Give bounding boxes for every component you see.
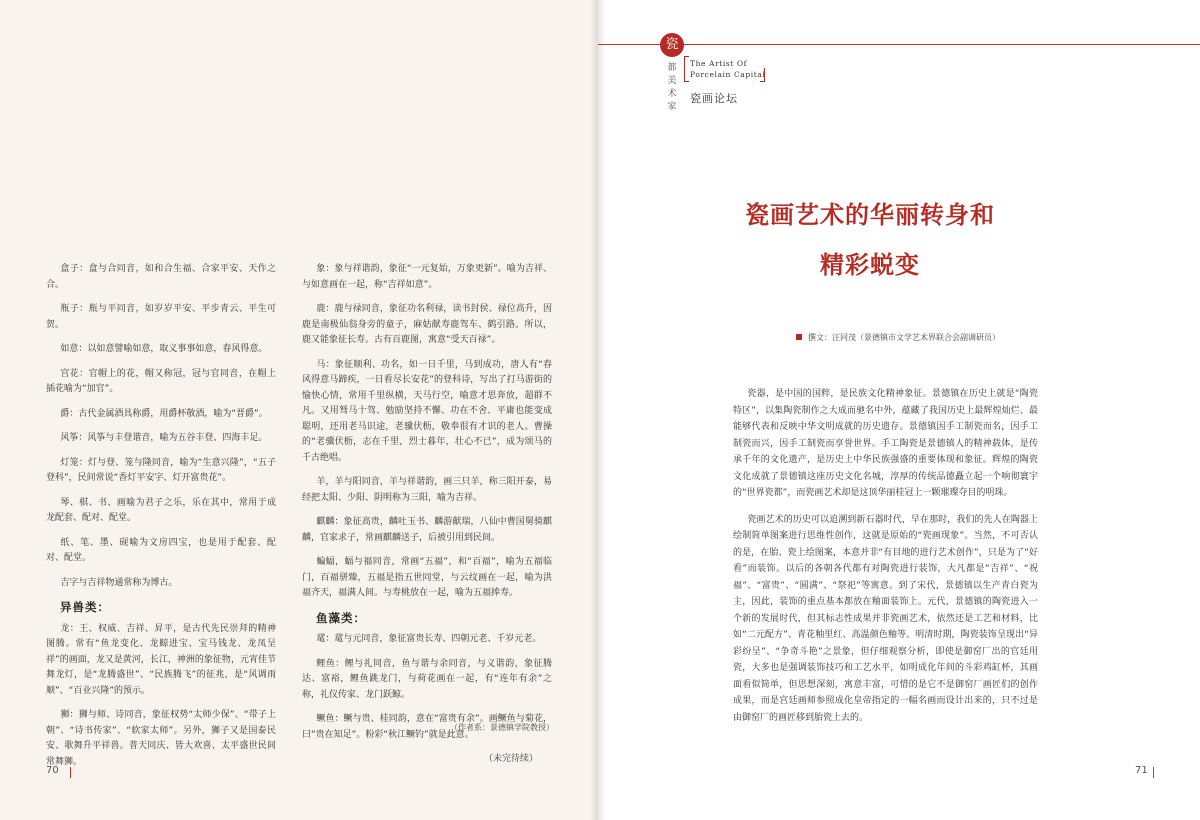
left-column-b [302, 262, 552, 768]
byline-square-icon [796, 334, 802, 340]
paragraph: 鳜鱼：鳜与贵、桂同韵，意在“富贵有余”。画鳜鱼与菊花，曰“贵在知足”。粉彩“秋江鳜钓”就是此意。 [302, 714, 552, 740]
paragraph: 吉字与吉祥物通常称为博古。 [60, 577, 178, 588]
page-number-left [46, 765, 59, 776]
section-label: 瓷画论坛 [690, 92, 738, 105]
paragraph: 宫花：官帽上的花，帽又称冠，冠与官同音，在帽上插花喻为“加官”。 [46, 368, 276, 394]
paragraph: 如意：以如意譬喻如意，取义事事如意，春风得意。 [60, 344, 268, 354]
header-rule [598, 44, 1200, 45]
byline-text: 撰文：汪同茂（景德镇市文学艺术界联合会副调研员） [808, 333, 1000, 342]
author-note: （作者系：景德镇学院教授） [450, 723, 554, 732]
english-title [690, 58, 765, 80]
paragraph: 风筝：风筝与丰登谐音，喻为五谷丰登、四海丰足。 [60, 433, 268, 443]
seal-subtitle-char: 都 [667, 63, 677, 73]
paragraph: 瓷器，是中国的国粹，是民族文化精神象征。景德镇在历史上就是“陶瓷特区”，以集陶瓷制作之大成而驰名中外，蕴藏了我国历史上最辉煌灿烂、最能够代表和反映中华文明成就的历史遗存。景德镇因手工制瓷而名，因手工制瓷而兴，因手工制瓷而享誉世界。手工陶瓷是景德镇人的精神载体，是传承千年的文化遗产，是历史上中华民族强盛的重要体现和象征。辉煌的陶瓷文化成就了景德镇这座历史文化名城，淳厚的传统品德矗立起一个响彻寰宇的“世界瓷都”，而瓷画艺术却是这顶华丽桂冠上一颗璀璨夺目的明珠。 [733, 389, 1038, 498]
english-title-line2: Porcelain Capital [690, 70, 766, 79]
header-bracket-left [684, 56, 689, 82]
paragraph: 麒麟：象征高贵，麟吐玉书、麟游献瑞，八仙中曹国舅骑麒麟，官家求子，常画麒麟送子，后被引用到民间。 [302, 517, 552, 543]
paragraph: 羊，羊与阳同音，羊与祥谐韵，画三只羊，称三阳开泰，易经把太阳、少阳、阴明称为三阳，喻为吉祥。 [302, 477, 552, 503]
paragraph: 瓷画艺术的历史可以追溯到新石器时代，早在那时，我们的先人在陶器上绘制简单图案进行思维性创作，这就是原始的“瓷画现象”。当然，不可否认的是，在胎、瓷上绘图案，本意并非“有目地的进行艺术创作”，只是为了“好看”而装饰。以后的各朝各代都有对陶瓷进行装饰，大凡都是“吉祥”、“祝福”、“富贵”、“圆满”、“祭祀”等寓意。到了宋代，景德镇以生产青白瓷为主，因此，装饰的重点基本都放在釉面装饰上。元代，景德镇的陶瓷进入一个新的发展时代，但其标志性成果并非瓷画艺术，依然还是工艺和材料，比如“二元配方”、青花釉里红、高温颜色釉等。明清时期，陶瓷装饰呈现出“异彩纷呈”、“争奇斗艳”之景象，但仔细观察分析，即使是御窑厂出的官廷用瓷，大多也是强调装饰技巧和工艺水平，如明成化年间的斗彩鸡缸杯，其画面看似简单，但思想深刻，寓意丰富，可惜的是它不是御窑厂画匠们的创作成果，而是宫廷画师参照成化皇帝指定的一幅名画而设计出来的，只不过是由御窑厂的画匠移到胎瓷上去的。 [733, 514, 1038, 723]
page-number-text: 70 [46, 765, 59, 776]
page-gutter [590, 0, 606, 820]
paragraph: 鹿：鹿与禄同音，象征功名利禄，读书封侯、禄位高升，因鹿是南极仙翁身旁的童子，麻姑献寿鹿驾车、鹤引路。所以，鹿又能象征长寿。古有百鹿图，寓意“受天百禄”。 [302, 304, 552, 345]
paragraph: 鼋：鼋与元同音，象征富贵长寿、四朝元老、千岁元老。 [316, 634, 542, 644]
byline [796, 332, 1000, 343]
english-title-line1: The Artist Of [690, 59, 748, 68]
seal-subtitle-char: 美 [667, 76, 677, 86]
header-bracket-right [760, 68, 765, 82]
left-column-a [46, 262, 276, 779]
paragraph: 鲤鱼：鲤与礼同音，鱼与谐与余同音，与义谐韵，象征腾达、富裕，鲤鱼跳龙门，与荷花画在一起，有“连年有余”之称，礼仪传家、龙门跃鲸。 [302, 658, 552, 700]
paragraph: 爵：古代金属酒具称爵，用爵杯敬酒，喻为“晋爵”。 [60, 408, 268, 419]
page-number-tick [1153, 767, 1154, 778]
seal-subtitle [662, 62, 682, 114]
section-heading: 鱼藻类： [316, 610, 366, 625]
paragraph: 狮：狮与师、诗同音，象征权势“太师少保”、“带子上朝”、“诗书传家”、“软家太师”。另外，狮子又是国泰民安、歌舞升平祥兽。普天同庆、皆大欢喜、太平盛世民间常舞狮。 [46, 710, 276, 767]
paragraph: 龙：王、权威、吉祥、昇平，是古代先民崇拜的精神图腾。常有“鱼龙变化、龙鲸进宝、宝马钱龙、龙凤呈祥”的画面，龙又是黄河，长江，神洲的象征物，元宵佳节舞龙灯，是“龙腾盛世”、“民族腾飞”的征兆，是“风调雨顺”、“百业兴隆”的预示。 [46, 623, 276, 696]
page-number-right [1135, 765, 1148, 776]
page-number-text: 71 [1135, 765, 1148, 776]
paragraph: 盒子：盒与合同音，如和合生福、合家平安、天作之合。 [46, 264, 276, 290]
paragraph: 纸、笔、墨、砚喻为文房四宝，也是用于配套、配对、配堂。 [46, 537, 276, 563]
to-be-continued: （未完待续） [483, 754, 538, 764]
seal-logo: 瓷 [660, 33, 684, 57]
left-page [0, 0, 598, 820]
article-title [700, 190, 1040, 290]
seal-subtitle-char: 家 [667, 102, 677, 112]
seal-subtitle-char: 术 [667, 89, 677, 99]
paragraph: 蝙蝠，蝠与福同音，常画“五福”，和“百福”，喻为五福临门，百福骈臻，五福是指五世同堂，与云纹画在一起，喻为洪福齐天，福满人间。与寿桃放在一起，喻为五福捧寿。 [302, 557, 552, 598]
right-column [733, 386, 1038, 736]
page-number-tick [70, 767, 71, 778]
paragraph: 瓶子：瓶与平同音，如岁岁平安、平步青云、平生可贺。 [46, 304, 276, 330]
section-heading: 异兽类： [60, 600, 110, 614]
paragraph: 琴、棋、书、画喻为君子之乐，乐在其中，常用于成龙配套、配对、配堂。 [46, 497, 276, 523]
paragraph: 灯笼：灯与登、笼与隆同音，喻为“生意兴隆”，“五子登科”，民间常说“香灯平安字、灯开富贵花”。 [46, 457, 276, 483]
paragraph: 象：象与祥谐韵，象征“一元复始，万象更新”。喻为吉祥、与如意画在一起，称“吉祥如意”。 [302, 264, 552, 290]
paragraph: 马：象征顺利、功名，如一日千里，马到成功，唐人有“春风得意马蹄疾，一日看尽长安花”的登科诗，写出了打马游街的愉快心情，常用千里纵横，天马行空，喻意才思奔放，超群不凡。又用驽马十驾、勉励坚持不懈、功在不舍、平庸也能变成聪明，还用老马识途，老骥伏枥，敬奉很有才识的老人。曹操的“老骥伏枥，志在千里，烈士暮年，壮心不已”，成为颂马的千古绝唱。 [302, 359, 552, 463]
article-title-line2: 精彩蜕变 [820, 250, 920, 279]
article-title-line1: 瓷画艺术的华丽转身和 [745, 200, 995, 229]
